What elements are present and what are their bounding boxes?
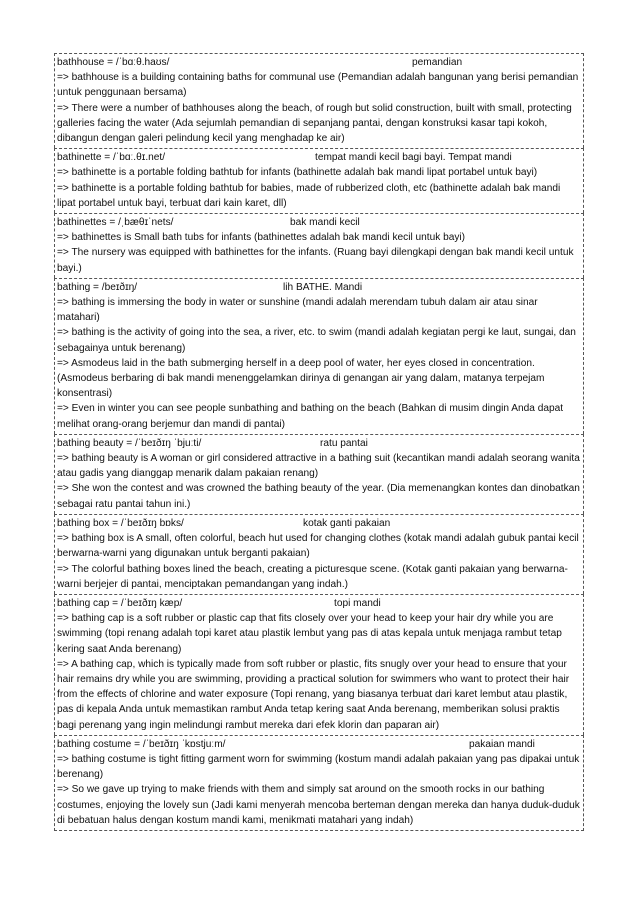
term-pronunciation: bathinettes = /ˌbæθɪˈnets/ [57, 217, 174, 229]
definition-line: => bathinettes is Small bath tubs for infants (bathinettes adalah bak mandi kecil untuk bayi) [57, 232, 466, 244]
definition-line: => bathing beauty is A woman or girl considered attractive in a bathing suit (kecantikan mandi adalah seorang wanita atau gadis yang dianggap menarik dalam pakaian renang) [57, 453, 580, 480]
example-line: => Even in winter you can see people sunbathing and bathing on the beach (Bahkan di musim dingin Anda dapat melihat orang-orang berjemur dan mandi di pantai) [57, 403, 564, 430]
definition-line: => bathing box is A small, often colorful, beach hut used for changing clothes (kotak mandi adalah gubuk pantai kecil berwarna-warni yang digunakan untuk berganti pakaian) [57, 533, 579, 560]
example-line: => There were a number of bathhouses along the beach, of rough but solid construction, built with small, protecting galleries facing the water (Ada sejumlah pemandian di sepanjang pantai, dengan konstruksi kasar tapi kokoh, dibangun dengan galeri pelindung kecil yang menghadap ke air) [57, 102, 572, 145]
definition-line: => bathing is immersing the body in water or sunshine (mandi adalah merendam tubuh dalam air atau sinar matahari) [57, 297, 538, 324]
entry-heading [57, 215, 581, 230]
example-line: => A bathing cap, which is typically made from soft rubber or plastic, fits snugly over your head to ensure that your hair remains dry while you are swimming, providing a practical solution for swimmers who want to protect their hair from the effects of chlorine and water exposure (Topi renang, yang biasanya terbuat dari karet lembut atau plastik, pas di kepala Anda untuk memastikan rambut Anda tetap kering saat Anda berenang, memberikan solusi praktis bagi perenang yang ingin melindungi rambut mereka dari efek klorin dan paparan air) [57, 658, 570, 731]
entry-bathhouse [54, 53, 584, 148]
entry-bathinettes [54, 213, 584, 278]
definition-line: => bathhouse is a building containing baths for communal use (Pemandian adalah bangunan yang berisi pemandian untuk penggunaan bersama) [57, 72, 579, 99]
entry-bathinette [54, 148, 584, 213]
entry-heading [57, 516, 581, 531]
entry-bathing-cap [54, 594, 584, 735]
term-pronunciation: bathhouse = /ˈbɑːθ.haʊs/ [57, 57, 170, 68]
document-page [54, 53, 584, 831]
definition-line: => bathing costume is tight fitting garment worn for swimming (kostum mandi adalah pakaian yang pas dipakai untuk berenang) [57, 753, 580, 781]
term-translation: kotak ganti pakaian [303, 517, 391, 529]
example-line: => The nursery was equipped with bathinettes for the infants. (Ruang bayi dilengkapi dengan bak mandi kecil untuk bayi.) [57, 247, 574, 274]
definition-line: => bathing cap is a soft rubber or plastic cap that fits closely over your head to keep your hair dry while you are swimming (topi renang adalah topi karet atau plastik lembut yang pas di atas kepala untuk menjaga rambut tetap kering saat Anda berenang) [57, 613, 562, 655]
example-line: => So we gave up trying to make friends with them and simply sat around on the smooth rocks in our bathing costumes, enjoying the lovely sun (Jadi kami menyerah mencoba berteman dengan mereka dan hanya duduk-duduk di bebatuan halus dengan kostum mandi kami, menikmati matahari yang indah) [57, 784, 580, 826]
entry-heading [57, 737, 581, 752]
term-pronunciation: bathing costume = /ˈbeɪðɪŋ ˈkɒstjuːm/ [57, 738, 226, 750]
term-translation: bak mandi kecil [290, 217, 360, 229]
term-translation: topi mandi [334, 597, 381, 609]
term-translation: tempat mandi kecil bagi bayi. Tempat mandi [315, 152, 512, 164]
entry-heading [57, 280, 581, 295]
term-translation: pemandian [412, 57, 463, 68]
term-pronunciation: bathing = /beɪðɪŋ/ [57, 281, 138, 293]
term-pronunciation: bathing cap = /ˈbeɪðɪŋ kæp/ [57, 597, 183, 609]
term-translation: pakaian mandi [469, 738, 535, 750]
example-line: => The colorful bathing boxes lined the beach, creating a picturesque scene. (Kotak ganti pakaian yang berwarna-warni berjejer di pantai, menciptakan pemandangan yang indah.) [57, 563, 568, 590]
entry-bathing-box [54, 514, 584, 594]
term-pronunciation: bathinette = /ˈbɑː.θɪ.net/ [57, 152, 166, 164]
example-line: => Asmodeus laid in the bath submerging herself in a deep pool of water, her eyes closed in concentration. (Asmodeus berbaring di bak mandi menenggelamkan dirinya di genangan air yang dalam, matanya terpejam konsentrasi) [57, 357, 545, 400]
example-line: => She won the contest and was crowned the bathing beauty of the year. (Dia memenangkan kontes dan dinobatkan sebagai ratu pantai tahun ini.) [57, 483, 580, 510]
entry-heading [57, 596, 581, 611]
entry-bathing-costume [54, 735, 584, 831]
entry-heading [57, 55, 581, 70]
entry-bathing [54, 278, 584, 434]
entry-heading [57, 150, 581, 165]
example-line: => bathinette is a portable folding bathtub for babies, made of rubberized cloth, etc (bathinette adalah bak mandi lipat portabel untuk bayi, terbuat dari kain karet, dll) [57, 182, 561, 209]
definition-line: => bathinette is a portable folding bathtub for infants (bathinette adalah bak mandi lipat portabel untuk bayi) [57, 167, 538, 179]
entry-heading [57, 436, 581, 451]
term-translation: ratu pantai [320, 437, 368, 449]
entry-bathing-beauty [54, 434, 584, 514]
term-pronunciation: bathing beauty = /ˈbeɪðɪŋ ˈbjuːti/ [57, 437, 202, 449]
definition-line: => bathing is the activity of going into the sea, a river, etc. to swim (mandi adalah kegiatan pergi ke laut, sungai, dan sebagainya untuk berenang) [57, 327, 576, 354]
term-translation: lih BATHE. Mandi [283, 281, 363, 293]
term-pronunciation: bathing box = /ˈbeɪðɪŋ bɒks/ [57, 517, 184, 529]
